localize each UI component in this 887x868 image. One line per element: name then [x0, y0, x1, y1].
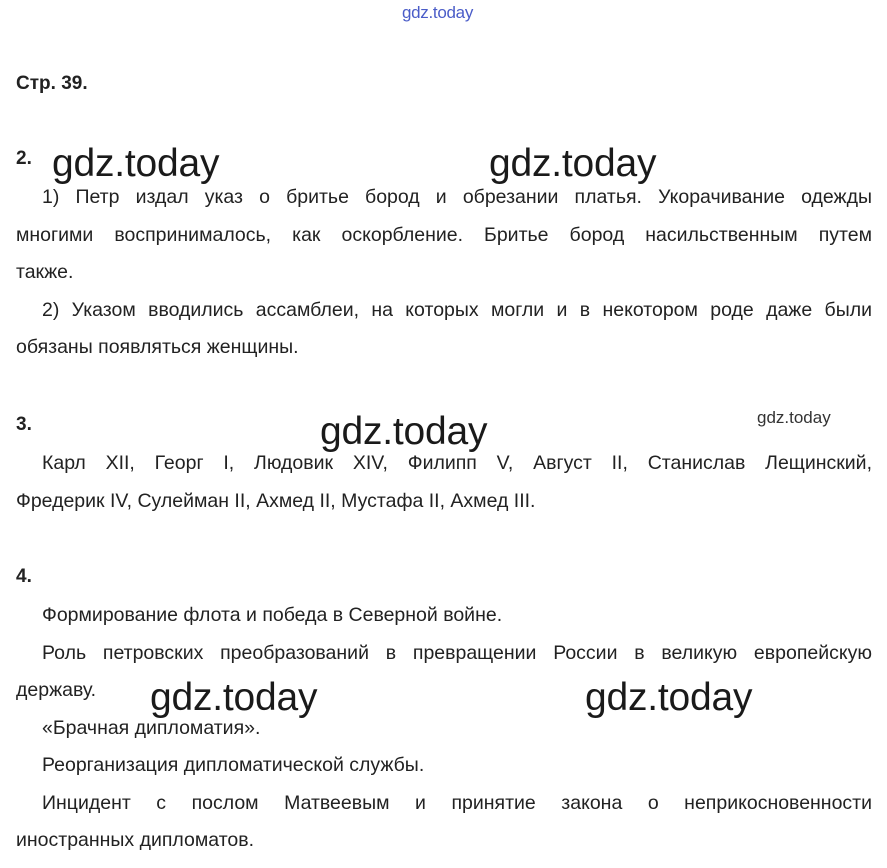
text-line: Карл XII, Георг I, Людовик XIV, Филипп V, Август II, Станислав Лещинский,	[42, 452, 872, 474]
text-line: державу.	[16, 679, 97, 701]
text-line: Реорганизация дипломатической службы.	[42, 754, 425, 776]
task-number-3: 3.	[16, 414, 32, 435]
text-line: также.	[16, 261, 74, 283]
text-line: Роль петровских преобразований в превращении России в великую европейскую	[42, 641, 872, 664]
task-number-4: 4.	[16, 566, 32, 587]
watermark-small: gdz.today	[757, 408, 831, 427]
text-line: Формирование флота и победа в Северной войне.	[42, 604, 503, 626]
watermark: gdz.today	[489, 142, 657, 185]
watermark: gdz.today	[150, 676, 318, 719]
text-line: Инцидент с послом Матвеевым и принятие закона о неприкосновенности	[42, 791, 872, 814]
task-number-2: 2.	[16, 148, 32, 169]
text-line: 2) Указом вводились ассамблеи, на которых могли и в некотором роде даже были	[42, 298, 872, 321]
text-line: «Брачная дипломатия».	[42, 716, 261, 739]
watermark: gdz.today	[320, 410, 488, 453]
watermark: gdz.today	[52, 142, 220, 185]
task-2-answer	[16, 179, 872, 367]
watermark-top: gdz.today	[402, 3, 474, 22]
watermark: gdz.today	[585, 676, 753, 719]
task-3-answer	[16, 445, 872, 520]
text-line: обязаны появляться женщины.	[16, 336, 299, 358]
text-line: иностранных дипломатов.	[16, 829, 255, 851]
text-line: Фредерик IV, Сулейман II, Ахмед II, Мустафа II, Ахмед III.	[16, 489, 536, 512]
text-line: многими воспринималось, как оскорбление. Бритье бород насильственным путем	[16, 223, 872, 246]
task-4-answer	[16, 597, 872, 860]
text-line: 1) Петр издал указ о бритье бород и обрезании платья. Укорачивание одежды	[42, 186, 872, 208]
page-title: Стр. 39.	[16, 73, 88, 94]
